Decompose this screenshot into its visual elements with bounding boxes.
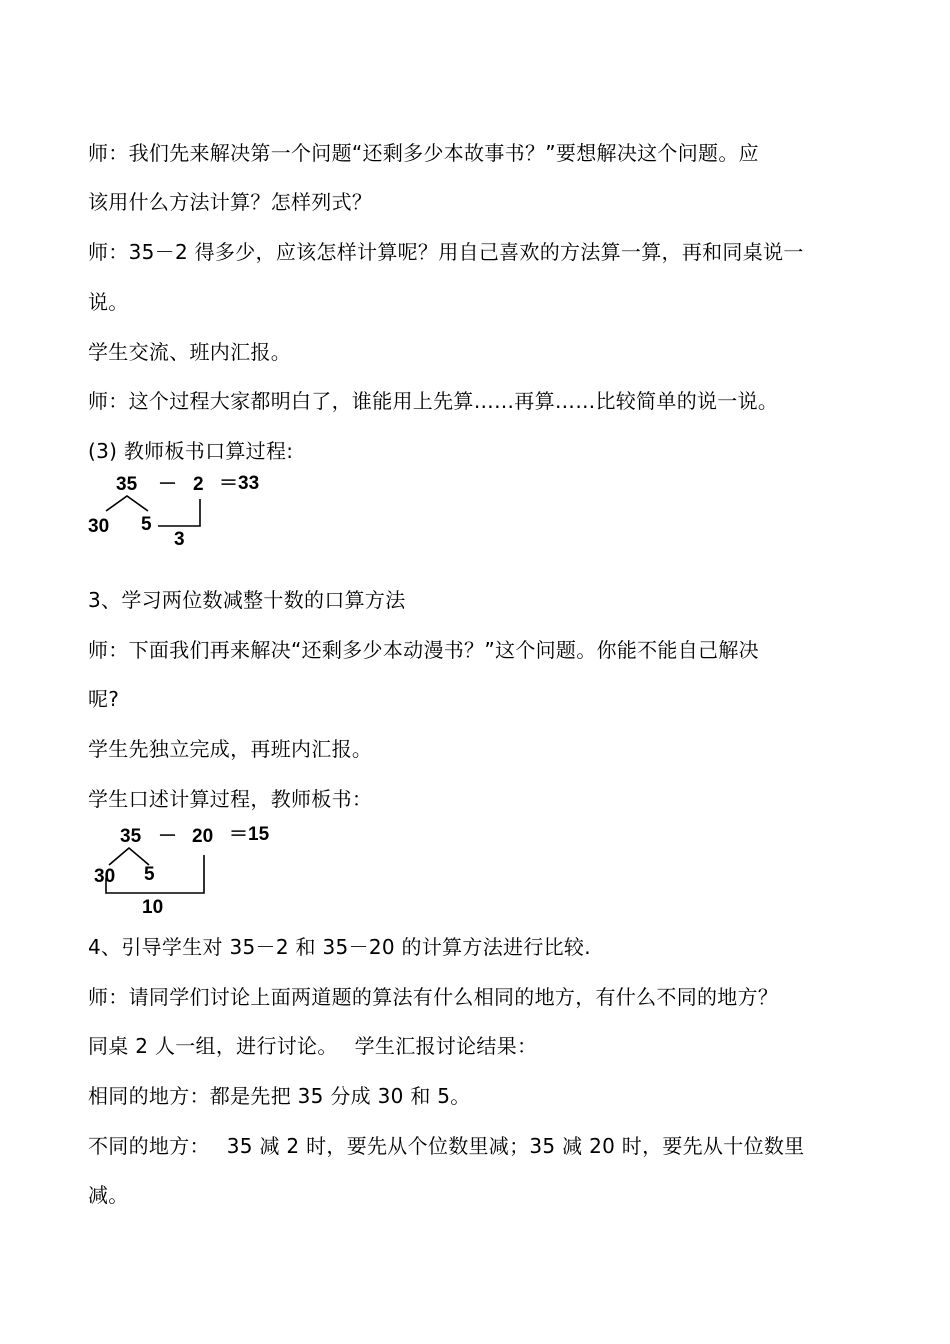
diagram2-operator: － [158,826,178,847]
diagram2-result: ＝15 [229,824,270,845]
diagram2-bracket [106,855,204,893]
paragraph-9: 呢? [88,687,120,711]
diagram1-result: ＝33 [219,473,260,494]
diagram2-partial: 10 [142,897,164,918]
diagram1-partial: 3 [174,529,185,550]
paragraph-5: 学生交流、班内汇报。 [88,340,291,364]
diagram2-split-branch [109,848,149,865]
paragraph-8: 师：下面我们再来解决“还剩多少本动漫书？”这个问题。你能不能自己解决 [88,638,759,662]
diagram1-split-tens: 30 [88,516,110,537]
diagram2-subtrahend: 20 [192,826,214,847]
paragraph-12: 师：请同学们讨论上面两道题的算法有什么相同的地方，有什么不同的地方？ [88,985,779,1009]
calc-diagram-35-minus-2 [86,468,306,556]
paragraph-6: 师：这个过程大家都明白了，谁能用上先算……再算……比较简单的说一说。 [88,389,779,413]
paragraph-14: 相同的地方：都是先把 35 分成 30 和 5。 [88,1084,471,1108]
section-3-heading: 3、学习两位数减整十数的口算方法 [88,588,406,612]
diagram1-bracket [158,499,200,526]
paragraph-3: 师：35－2 得多少，应该怎样计算呢？用自己喜欢的方法算一算，再和同桌说一 [88,240,804,264]
paragraph-7: (3) 教师板书口算过程: [88,439,294,463]
paragraph-11: 学生口述计算过程，教师板书： [88,787,373,811]
diagram1-minuend: 35 [116,474,138,495]
diagram1-subtrahend: 2 [193,474,204,495]
paragraph-15: 不同的地方： 35 减 2 时，要先从个位数里减；35 减 20 时，要先从十位数里 [88,1134,805,1158]
paragraph-13: 同桌 2 人一组，进行讨论。 学生汇报讨论结果： [88,1034,538,1058]
diagram2-split-ones: 5 [144,864,155,885]
paragraph-16: 减。 [88,1183,129,1207]
paragraph-4: 说。 [88,290,129,314]
diagram2-split-tens: 30 [94,866,116,887]
diagram1-split-branch [106,496,148,511]
diagram1-split-ones: 5 [141,514,152,535]
diagram2-minuend: 35 [120,826,142,847]
paragraph-2: 该用什么方法计算？怎样列式？ [88,190,373,214]
paragraph-1: 师：我们先来解决第一个问题“还剩多少本故事书？”要想解决这个问题。应 [88,141,759,165]
diagram1-operator: － [158,474,178,495]
calc-diagram-35-minus-20 [86,818,306,922]
paragraph-10: 学生先独立完成，再班内汇报。 [88,737,373,761]
section-4-heading: 4、引导学生对 35－2 和 35－20 的计算方法进行比较. [88,935,591,959]
